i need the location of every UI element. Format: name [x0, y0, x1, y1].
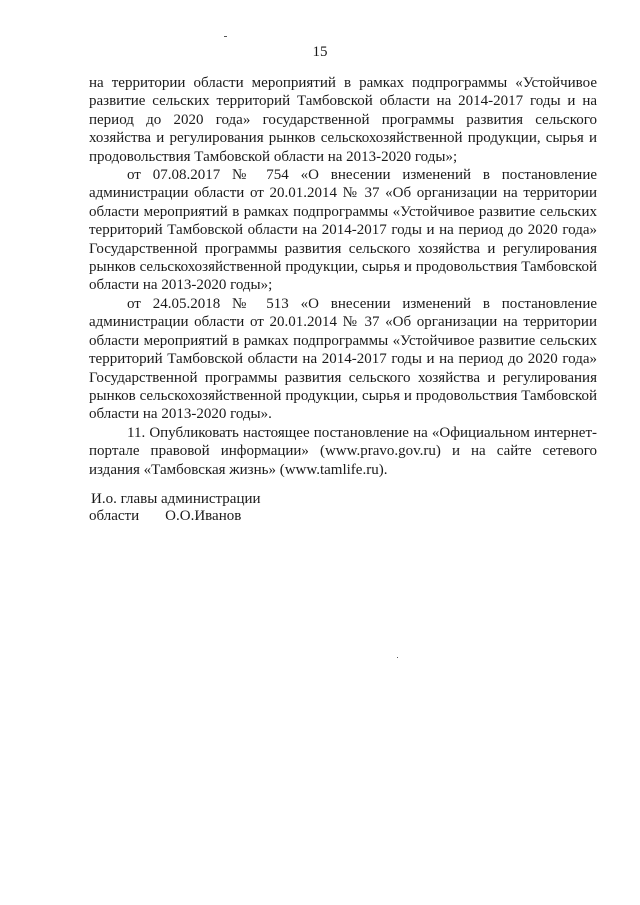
signatory-name: О.О.Иванов [165, 508, 242, 524]
signatory-title: И.о. главы администрации [91, 491, 261, 507]
paragraph-amendment-2018: от 24.05.2018 № 513 «О внесении изменений в постановление администрации области от 20.01.2014 № 37 «Об организации на территории области мероприятий в рамках подпрограммы «Устойчивое развитие сельских территорий Тамбовской области на 2014-2017 годы и на период до 2020 года» Государственной программы развития сельского хозяйства и регулирования рынков сельскохозяйственной продукции, сырья и продовольствия Тамбовской области на 2013-2020 годы». [89, 295, 597, 423]
paragraph-continuation: на территории области мероприятий в рамках подпрограммы «Устойчивое развитие сельских территорий Тамбовской области на 2014-2017 годы и на период до 2020 года» государственной программы развития сельского хозяйства и регулирования рынков сельскохозяйственной продукции, сырья и продовольствия Тамбовской области на 2013-2020 годы»; [89, 75, 597, 165]
document-body [89, 74, 597, 479]
signatory-region: области [89, 508, 140, 524]
paragraph-publication-clause: 11. Опубликовать настоящее постановление на «Официальном интернет-портале правовой информации» (www.pravo.gov.ru) и на сайте сетевого издания «Тамбовская жизнь» (www.tamlife.ru). [89, 424, 597, 478]
page-number: 15 [312, 44, 328, 60]
paragraph-amendment-2017: от 07.08.2017 № 754 «О внесении изменений в постановление администрации области от 20.01.2014 № 37 «Об организации на территории области мероприятий в рамках подпрограммы «Устойчивое развитие сельских территорий Тамбовской области на 2014-2017 годы и на период до 2020 года» Государственной программы развития сельского хозяйства и регулирования рынков сельскохозяйственной продукции, сырья и продовольствия Тамбовской области на 2013-2020 годы»; [89, 167, 597, 294]
signatory-line [89, 508, 261, 525]
scan-speck [224, 36, 227, 37]
scan-speck [397, 657, 398, 658]
signature-block [89, 491, 261, 525]
